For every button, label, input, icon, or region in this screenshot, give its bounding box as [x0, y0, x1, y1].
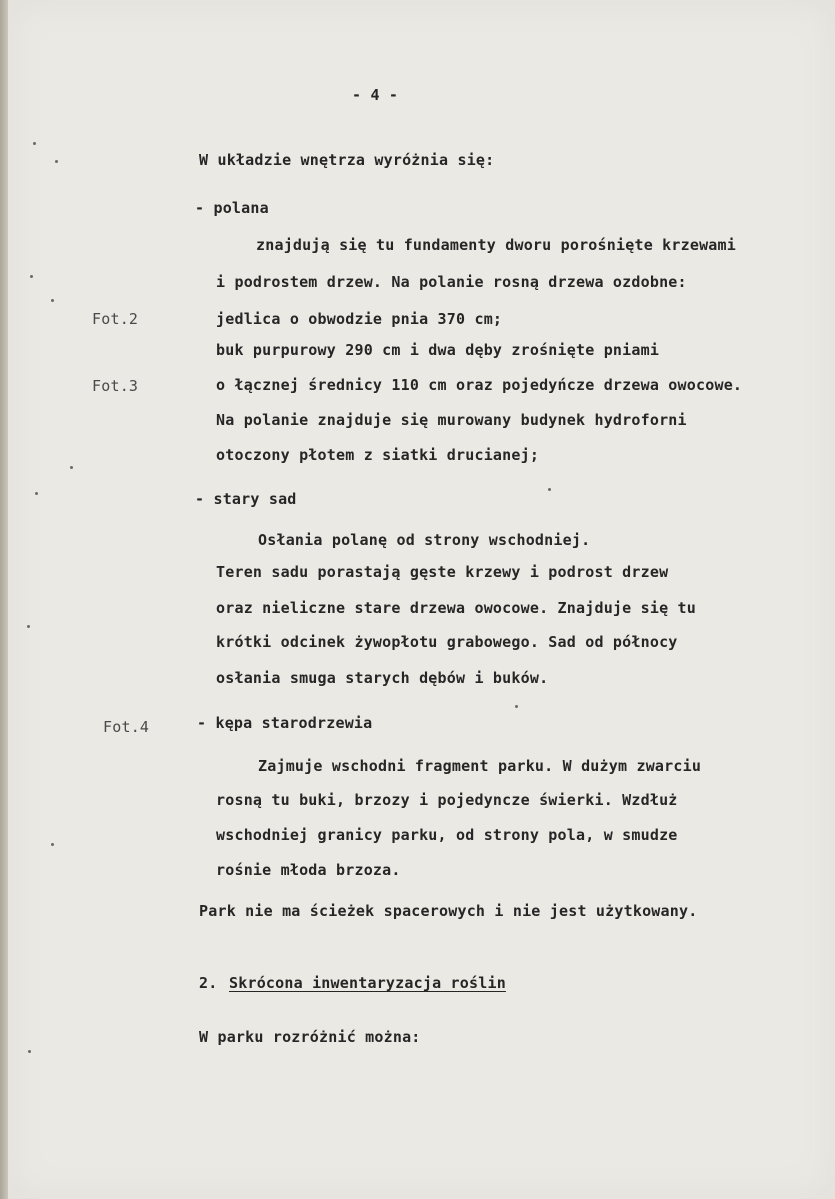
paper-speck: [548, 488, 551, 491]
kepa-line-3: wschodniej granicy parku, od strony pola, w smudze: [216, 826, 678, 844]
section-number: 2.: [199, 974, 218, 992]
polana-line-4: buk purpurowy 290 cm i dwa dęby zrośnięte pniami: [216, 341, 660, 359]
polana-line-3: jedlica o obwodzie pnia 370 cm;: [216, 310, 503, 328]
kepa-line-1: Zajmuje wschodni fragment parku. W dużym zwarciu: [258, 757, 702, 775]
intro-line: W układzie wnętrza wyróżnia się:: [199, 151, 495, 169]
polana-line-5: o łącznej średnicy 110 cm oraz pojedyńcze drzewa owocowe.: [216, 376, 743, 394]
kepa-line-2: rosną tu buki, brzozy i pojedyncze świerki. Wzdłuż: [216, 791, 678, 809]
paper-speck: [33, 142, 36, 145]
paper-speck: [35, 492, 38, 495]
section-heading-polana: - polana: [195, 199, 269, 217]
margin-note-fot3: Fot.3: [92, 377, 139, 395]
page-number: - 4 -: [352, 86, 399, 104]
polana-line-2: i podrostem drzew. Na polanie rosną drzewa ozdobne:: [216, 273, 687, 291]
final-line: W parku rozróżnić można:: [199, 1028, 421, 1046]
paper-speck: [51, 843, 54, 846]
section-title: Skrócona inwentaryzacja roślin: [229, 974, 506, 992]
paper-speck: [30, 275, 33, 278]
sad-line-1: Osłania polanę od strony wschodniej.: [258, 531, 591, 549]
paper-speck: [27, 625, 30, 628]
paper-speck: [51, 299, 54, 302]
polana-line-6: Na polanie znajduje się murowany budynek hydroforni: [216, 411, 687, 429]
closing-line: Park nie ma ścieżek spacerowych i nie jest użytkowany.: [199, 902, 698, 920]
section-heading-kepa: - kępa starodrzewia: [197, 714, 373, 732]
page-binding-edge: [0, 0, 8, 1199]
kepa-line-4: rośnie młoda brzoza.: [216, 861, 401, 879]
sad-line-5: osłania smuga starych dębów i buków.: [216, 669, 549, 687]
sad-line-4: krótki odcinek żywopłotu grabowego. Sad od północy: [216, 633, 678, 651]
polana-line-7: otoczony płotem z siatki drucianej;: [216, 446, 540, 464]
polana-line-1: znajdują się tu fundamenty dworu porośnięte krzewami: [256, 236, 736, 254]
sad-line-2: Teren sadu porastają gęste krzewy i podrost drzew: [216, 563, 669, 581]
paper-speck: [70, 466, 73, 469]
section-heading-sad: - stary sad: [195, 490, 297, 508]
paper-speck: [515, 705, 518, 708]
margin-note-fot2: Fot.2: [92, 310, 139, 328]
margin-note-fot4: Fot.4: [103, 718, 150, 736]
paper-speck: [55, 160, 58, 163]
sad-line-3: oraz nieliczne stare drzewa owocowe. Znajduje się tu: [216, 599, 696, 617]
paper-speck: [28, 1050, 31, 1053]
